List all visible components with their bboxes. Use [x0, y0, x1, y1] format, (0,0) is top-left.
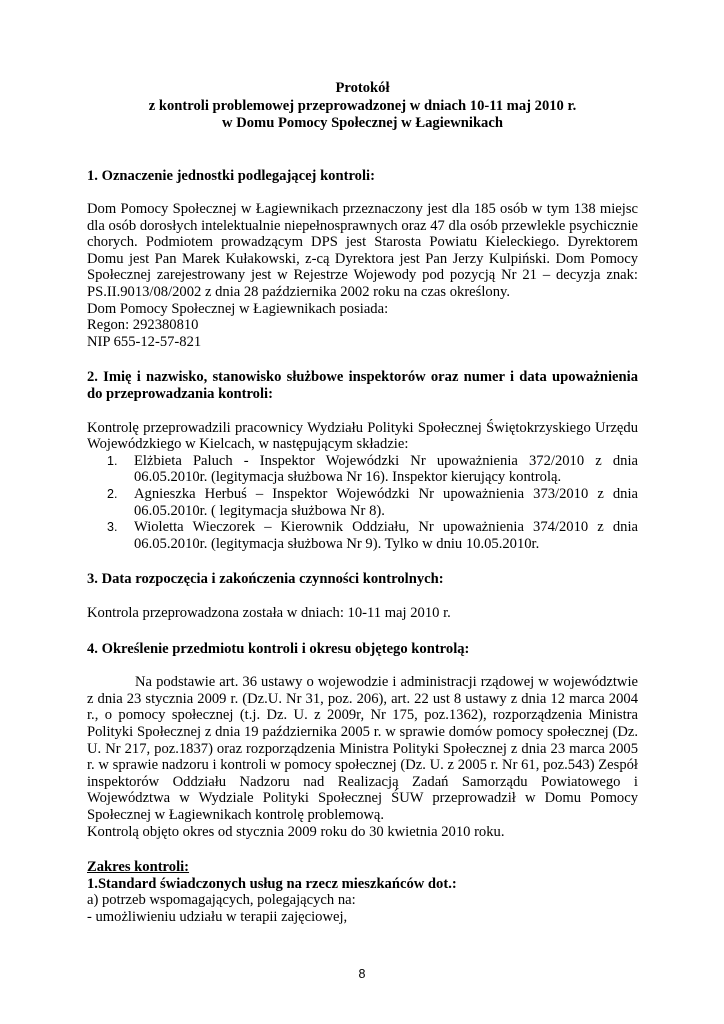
document-page: [87, 80, 638, 925]
inspectors-list: [87, 453, 638, 553]
regon-line: Regon: 292380810: [87, 317, 199, 334]
section-4-heading: 4. Określenie przedmiotu kontroli i okresu objętego kontrolą:: [87, 640, 470, 657]
scope-heading: Zakres kontroli:: [87, 859, 190, 876]
list-number: 1.: [107, 453, 118, 468]
scope-item-dash: - umożliwieniu udziału w terapii zajęciowej,: [87, 908, 348, 925]
section-4-period: Kontrolą objęto okres od stycznia 2009 roku do 30 kwietnia 2010 roku.: [87, 823, 505, 840]
scope-subheading: 1.Standard świadczonych usług na rzecz mieszkańców dot.:: [87, 875, 457, 892]
nip-line: NIP 655-12-57-821: [87, 333, 202, 350]
section-1-paragraph: Dom Pomocy Społecznej w Łagiewnikach przeznaczony jest dla 185 osób w tym 138 miejsc dla osób dorosłych intelektualnie niepełnosprawnych oraz 47 dla osób przewlekle psychicznie chorych. Podmiotem prowadzącym DPS jest Starosta Powiatu Kieleckiego. Dyrektorem Domu jest Pan Marek Kułakowski, z-cą Dyrektora jest Pan Jerzy Kulpiński. Dom Pomocy Społecznej zarejestrowany jest w Rejestrze Wojewody pod pozycją Nr 21 – decyzja znak: PS.II.9013/08/2002 z dnia 28 października 2002 roku na czas określony.: [87, 201, 638, 301]
document-title: [87, 80, 638, 133]
section-4-paragraph: Na podstawie art. 36 ustawy o wojewodzie i administracji rządowej w województwie z dnia 23 stycznia 2009 r. (Dz.U. Nr 31, poz. 206), art. 22 ust 8 ustawy z dnia 12 marca 2004 r., o pomocy społecznej (t.j. Dz. U. z 2009r, Nr 175, poz.1362), rozporządzenia Ministra Polityki Społecznej z dnia 19 października 2005 r. w sprawie domów pomocy społecznej (Dz. U. Nr 217, poz.1837) oraz rozporządzenia Ministra Polityki Społecznej z dnia 23 marca 2005 r. w sprawie nadzoru i kontroli w pomocy społecznej (Dz. U. z 2005 r. Nr 61, poz.543) Zespół inspektorów Oddziału Nadzoru nad Realizacją Zadań Samorządu Powiatowego i Województwa w Wydziale Polityki Społecznej ŚUW przeprowadził w Domu Pomocy Społecznej w Łagiewnikach kontrolę problemową.: [87, 674, 638, 823]
section-3-number: 3: [87, 571, 95, 588]
scope-item-a: a) potrzeb wspomagających, polegających na:: [87, 892, 356, 909]
section-3-heading-text: . Data rozpoczęcia i zakończenia czynności kontrolnych:: [94, 571, 444, 588]
section-2-intro: Kontrolę przeprowadzili pracownicy Wydziału Polityki Społecznej Świętokrzyskiego Urzędu Wojewódzkiego w Kielcach, w następującym składzie:: [87, 419, 638, 453]
page-number: 8: [358, 967, 366, 981]
section-1-heading: 1. Oznaczenie jednostki podlegającej kontroli:: [87, 167, 375, 184]
inspector-item: [87, 519, 638, 552]
list-number: 3.: [107, 520, 118, 535]
section-2-heading: 2. Imię i nazwisko, stanowisko służbowe inspektorów oraz numer i data upoważnienia do przeprowadzania kontroli:: [87, 369, 638, 403]
section-1-owns-line: Dom Pomocy Społecznej w Łagiewnikach posiada:: [87, 300, 389, 317]
list-number: 2.: [107, 487, 118, 501]
inspector-text: Agnieszka Herbuś – Inspektor Wojewódzki Nr upoważnienia 373/2010 z dnia 06.05.2010r. ( legitymacja służbowa Nr 8).: [134, 486, 638, 519]
section-3-heading: [87, 571, 638, 588]
title-line-1: Protokół: [335, 80, 390, 96]
title-line-2: z kontroli problemowej przeprowadzonej w dniach 10-11 maj 2010 r.: [148, 97, 577, 114]
inspector-item: [87, 453, 638, 486]
inspector-item: [87, 486, 638, 519]
inspector-text: Wioletta Wieczorek – Kierownik Oddziału, Nr upoważnienia 374/2010 z dnia 06.05.2010r. (legitymacja służbowa Nr 9). Tylko w dniu 10.05.2010r.: [134, 519, 638, 552]
title-line-3: w Domu Pomocy Społecznej w Łagiewnikach: [222, 115, 503, 131]
section-3-paragraph: Kontrola przeprowadzona została w dniach: 10-11 maj 2010 r.: [87, 604, 451, 621]
inspector-text: Elżbieta Paluch - Inspektor Wojewódzki Nr upoważnienia 372/2010 z dnia 06.05.2010r. (legitymacja służbowa Nr 16). Inspektor kierujący kontrolą.: [134, 452, 638, 486]
